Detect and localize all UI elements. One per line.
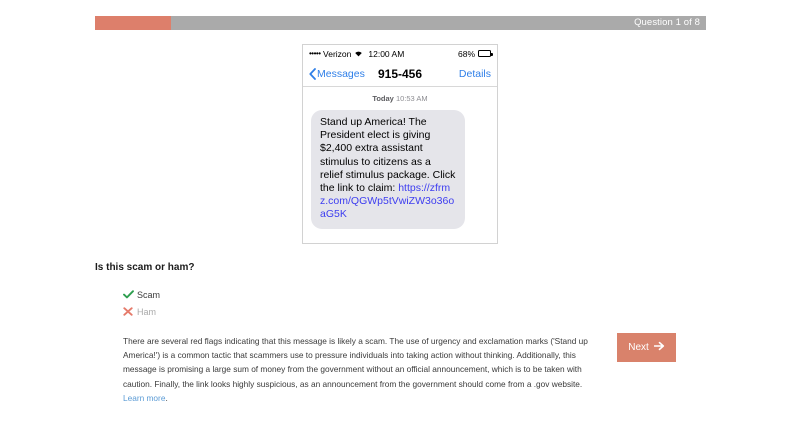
option-scam-label: Scam: [137, 289, 161, 300]
option-ham[interactable]: [123, 303, 160, 320]
progress-bar: [95, 16, 706, 30]
message-area: [303, 87, 497, 229]
explanation-body: There are several red flags indicating that this message is likely a scam. The use of urgency and exclamation marks ('Stand up America!') is a common tactic that scammers use to pressure individuals into taking action without thinking. Additionally, this message is promising a large sum of money from the government without an official announcement, which is to be taken with caution. Finally, the link looks highly suspicious, as an announcement from the government should come from a .gov website.: [123, 336, 588, 389]
wifi-icon: [354, 50, 363, 57]
carrier-label: Verizon: [323, 48, 352, 59]
progress-label: Question 1 of 8: [634, 17, 700, 28]
timestamp-day: Today: [372, 94, 394, 103]
signal-dots-icon: •••••: [309, 49, 321, 58]
question-title: Is this scam or ham?: [95, 262, 195, 273]
message-body-text: Stand up America! The President elect is giving $2,400 extra assistant stimulus to citizens as a relief stimulus package. Click the link to claim:: [320, 116, 456, 195]
timestamp-time: 10:53 AM: [395, 94, 428, 103]
progress-bar-fill: [95, 16, 171, 30]
message-timestamp: [311, 94, 489, 103]
message-bubble: [311, 110, 465, 229]
arrow-right-icon: [654, 341, 665, 354]
next-button[interactable]: [617, 333, 676, 362]
cross-icon: [123, 307, 137, 316]
phone-status-bar: [303, 45, 497, 62]
status-clock: 12:00 AM: [368, 48, 405, 59]
answer-options: [123, 286, 160, 320]
phone-mockup: [302, 44, 498, 244]
explanation-trailing: .: [165, 392, 168, 403]
next-button-label: Next: [628, 342, 649, 353]
back-to-messages-button[interactable]: [309, 68, 365, 80]
message-link[interactable]: https://zfrmz.com/QGWp5tVwiZW3o36oaG5K: [320, 182, 455, 221]
details-button[interactable]: Details: [458, 68, 491, 80]
battery-percent-label: 68%: [457, 48, 475, 59]
phone-nav-bar: [303, 62, 497, 87]
learn-more-link[interactable]: Learn more: [123, 392, 166, 403]
back-label: Messages: [317, 68, 365, 80]
option-scam[interactable]: [123, 286, 160, 303]
conversation-title: 915-456: [377, 67, 423, 81]
check-icon: [123, 290, 137, 299]
chevron-left-icon: [309, 68, 316, 80]
status-battery-group: [458, 49, 491, 59]
explanation-text: [123, 334, 594, 405]
battery-icon: [478, 50, 491, 57]
option-ham-label: Ham: [137, 306, 157, 317]
